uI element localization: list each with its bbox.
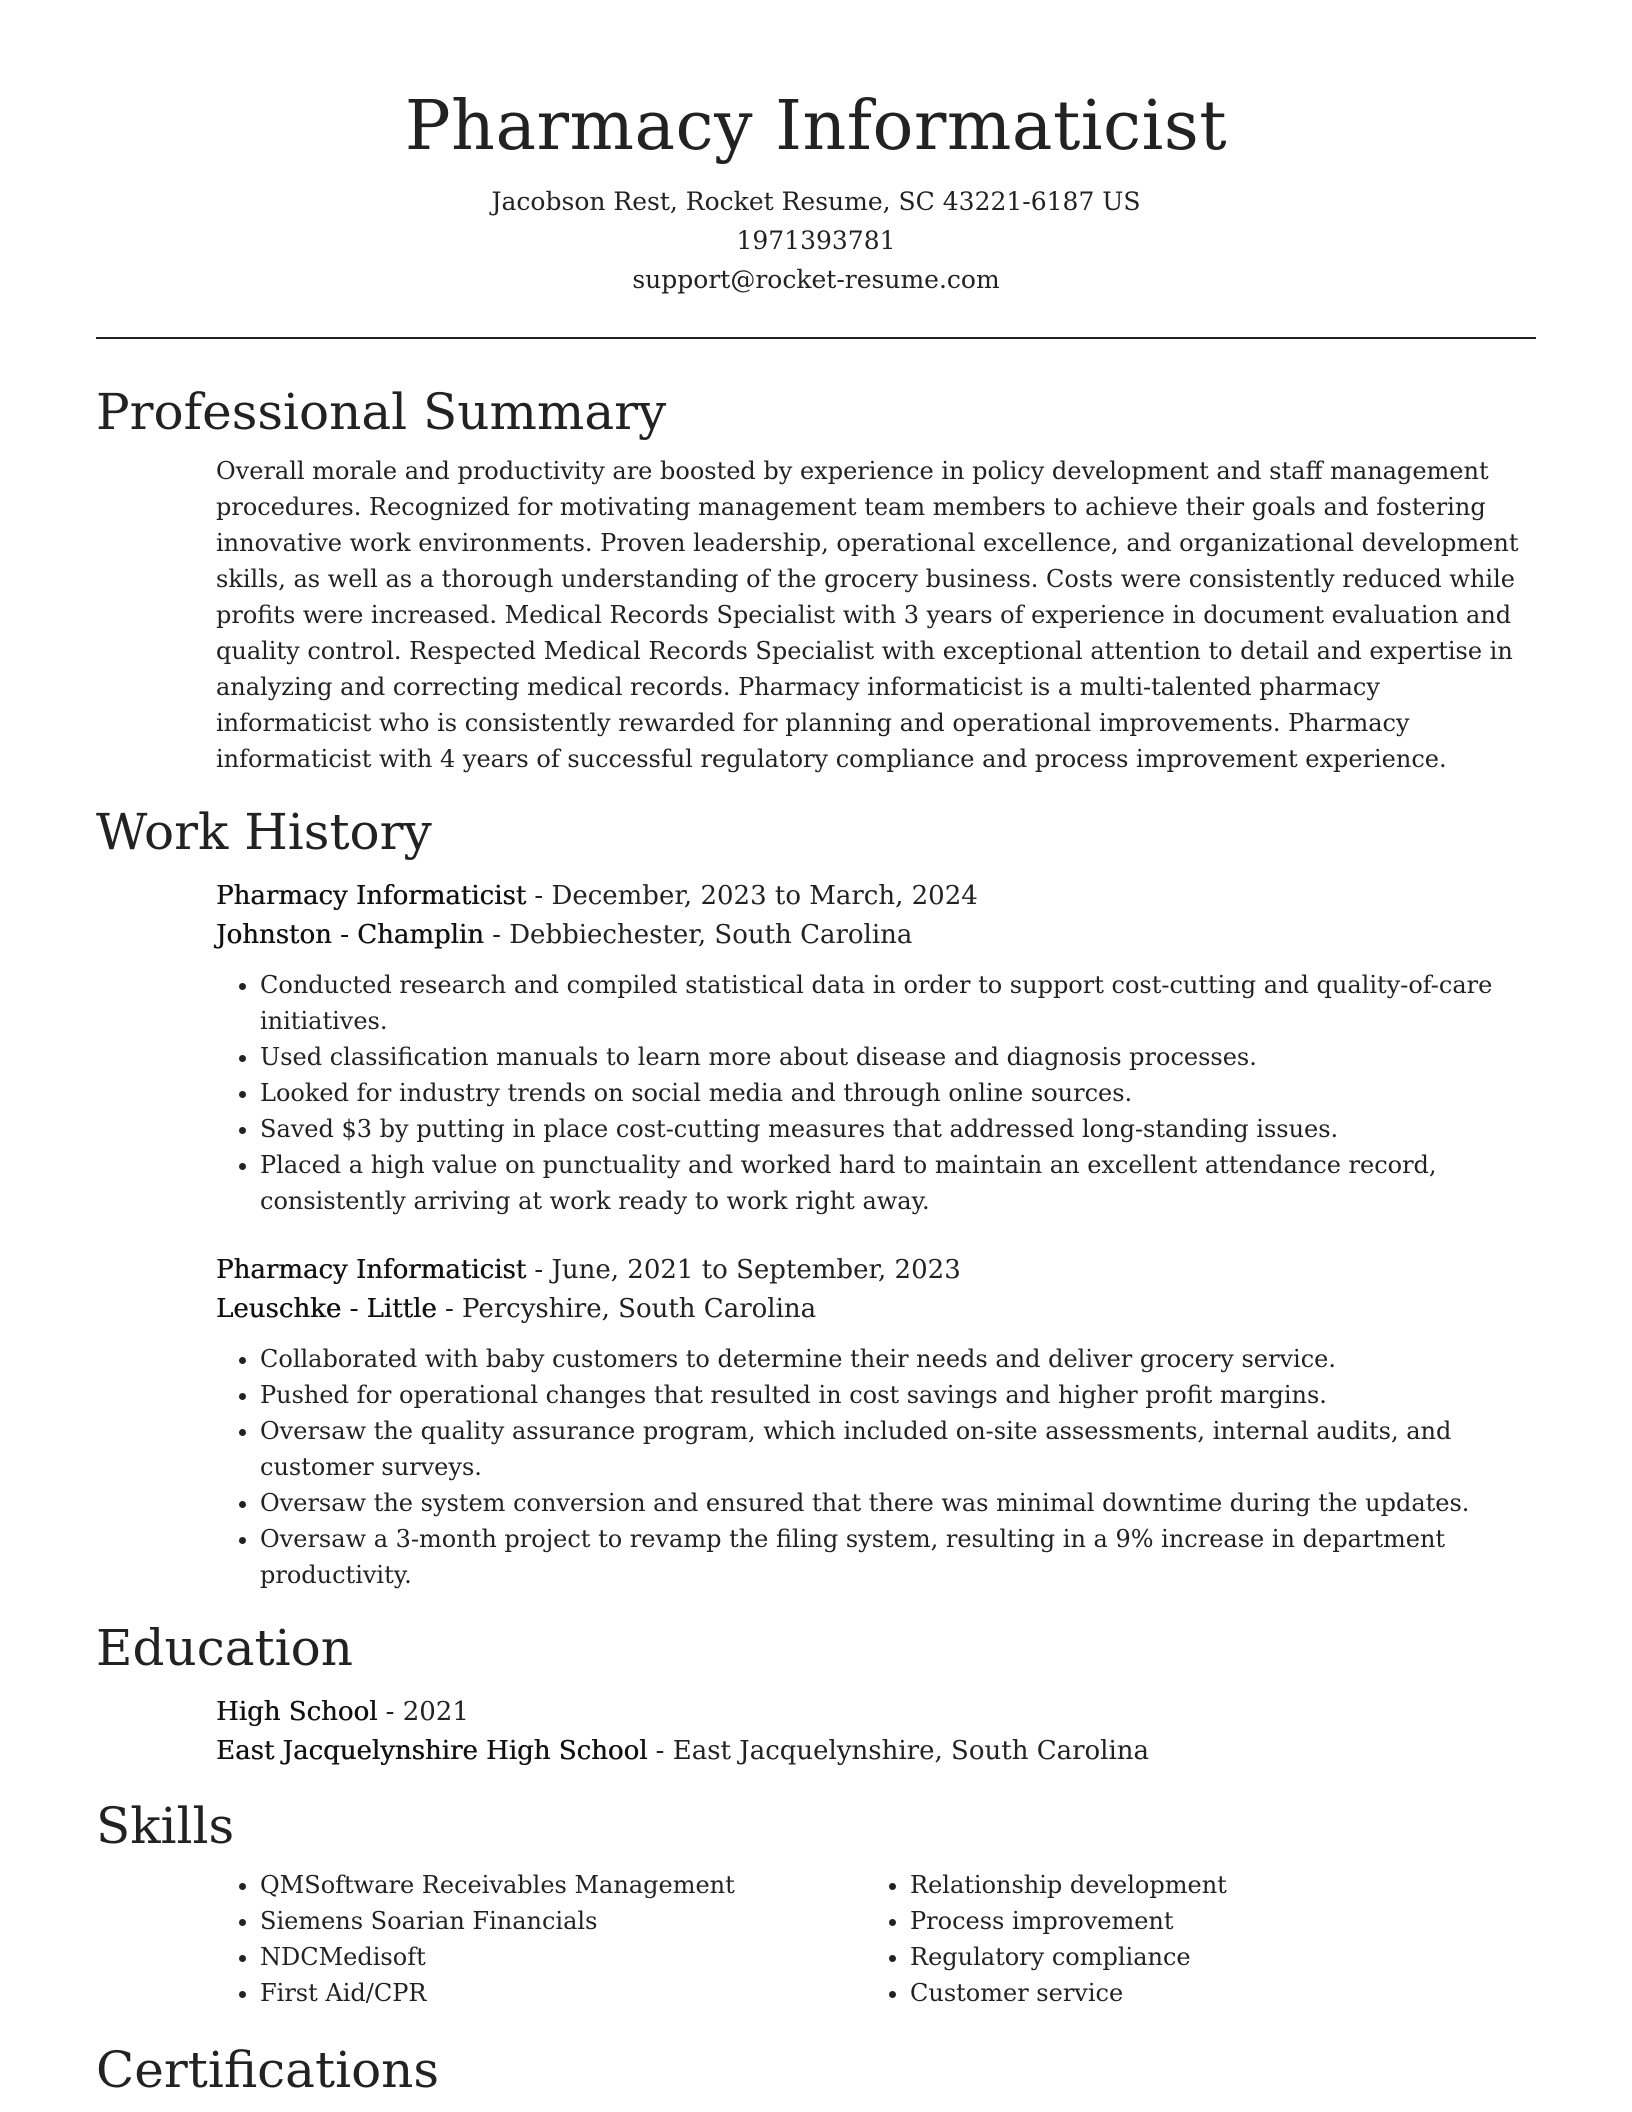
education-body <box>216 1693 1536 1771</box>
work-section <box>96 799 1536 1593</box>
job-bullets <box>216 1341 1536 1593</box>
job-company: Johnston - Champlin <box>216 920 484 950</box>
header-divider <box>96 337 1536 339</box>
list-item: • Siemens Soarian Financials <box>260 1903 866 1939</box>
education-year: - 2021 <box>377 1697 469 1727</box>
skills-list-right <box>866 1867 1516 2011</box>
list-item: • Process improvement <box>910 1903 1516 1939</box>
skills-grid <box>216 1867 1536 2011</box>
email: support@rocket-resume.com <box>632 265 1000 294</box>
resume-name: Pharmacy Informaticist <box>404 87 1228 166</box>
education-title: Education <box>96 1619 353 1677</box>
summary-text: Overall morale and productivity are boosted by experience in policy development and staff management procedures. Recognized for motivating management team members to achieve their goals and fostering innovative work environments. Proven leadership, operational excellence, and organizational development skills, as well as a thorough understanding of the grocery business. Costs were consistently reduced while profits were increased. Medical Records Specialist with 3 years of experience in document evaluation and quality control. Respected Medical Records Specialist with exceptional attention to detail and expertise in analyzing and correcting medical records. Pharmacy informaticist is a multi-talented pharmacy informaticist who is consistently rewarded for planning and operational improvements. Pharmacy informaticist with 4 years of successful regulatory compliance and process improvement experience. <box>216 457 1519 773</box>
education-school: East Jacquelynshire High School <box>216 1736 648 1766</box>
list-item: • Looked for industry trends on social media and through online sources. <box>260 1075 1536 1111</box>
job-location: - Percyshire, South Carolina <box>436 1294 817 1324</box>
job-location: - Debbiechester, South Carolina <box>483 920 913 950</box>
list-item: • Oversaw the quality assurance program, which included on-site assessments, internal audits, and customer surveys. <box>260 1413 1536 1485</box>
list-item: • Conducted research and compiled statistical data in order to support cost-cutting and quality-of-care initiatives. <box>260 967 1536 1039</box>
education-school-line <box>216 1732 1536 1771</box>
education-degree-line <box>216 1693 1536 1732</box>
list-item: • Collaborated with baby customers to determine their needs and deliver grocery service. <box>260 1341 1536 1377</box>
work-title: Work History <box>96 803 432 861</box>
list-item: • Placed a high value on punctuality and worked hard to maintain an excellent attendance record, consistently arriving at work ready to work right away. <box>260 1147 1536 1219</box>
list-item: • Used classification manuals to learn more about disease and diagnosis processes. <box>260 1039 1536 1075</box>
list-item: • Pushed for operational changes that resulted in cost savings and higher profit margins. <box>260 1377 1536 1413</box>
job-company-line <box>216 916 1536 955</box>
certifications-section <box>96 2037 1536 2103</box>
skills-title: Skills <box>96 1797 235 1855</box>
education-degree: High School <box>216 1697 378 1727</box>
summary-section <box>96 379 1536 777</box>
job-role: Pharmacy Informaticist <box>216 1255 527 1285</box>
certifications-title: Certifications <box>96 2041 440 2099</box>
contact-block <box>96 182 1536 299</box>
skills-section <box>96 1793 1536 2011</box>
job-company: Leuschke - Little <box>216 1294 437 1324</box>
list-item: • Regulatory compliance <box>910 1939 1516 1975</box>
skills-list-left <box>216 1867 866 2011</box>
skills-column-left <box>216 1867 866 2011</box>
list-item: • NDCMedisoft <box>260 1939 866 1975</box>
job-entry <box>216 877 1536 1219</box>
job-dates: - June, 2021 to September, 2023 <box>526 1255 961 1285</box>
education-section <box>96 1615 1536 1771</box>
list-item: • Customer service <box>910 1975 1516 2011</box>
job-title-line <box>216 1251 1536 1290</box>
list-item: • Relationship development <box>910 1867 1516 1903</box>
list-item: • Oversaw a 3-month project to revamp the filing system, resulting in a 9% increase in department productivity. <box>260 1521 1536 1593</box>
job-dates: - December, 2023 to March, 2024 <box>526 881 978 911</box>
summary-title: Professional Summary <box>96 383 667 441</box>
address: Jacobson Rest, Rocket Resume, SC 43221-6187 US <box>491 187 1141 216</box>
job-title-line <box>216 877 1536 916</box>
job-bullets <box>216 967 1536 1219</box>
list-item: • First Aid/CPR <box>260 1975 866 2011</box>
education-location: - East Jacquelynshire, South Carolina <box>647 1736 1150 1766</box>
phone: 1971393781 <box>736 226 896 255</box>
summary-body <box>216 453 1536 777</box>
resume-header <box>96 0 1536 299</box>
resume-page <box>96 0 1536 2103</box>
skills-column-right <box>866 1867 1516 2011</box>
job-role: Pharmacy Informaticist <box>216 881 527 911</box>
list-item: • Oversaw the system conversion and ensured that there was minimal downtime during the updates. <box>260 1485 1536 1521</box>
job-entry <box>216 1251 1536 1593</box>
list-item: • Saved $3 by putting in place cost-cutting measures that addressed long-standing issues. <box>260 1111 1536 1147</box>
job-company-line <box>216 1290 1536 1329</box>
work-body <box>216 877 1536 1593</box>
list-item: • QMSoftware Receivables Management <box>260 1867 866 1903</box>
